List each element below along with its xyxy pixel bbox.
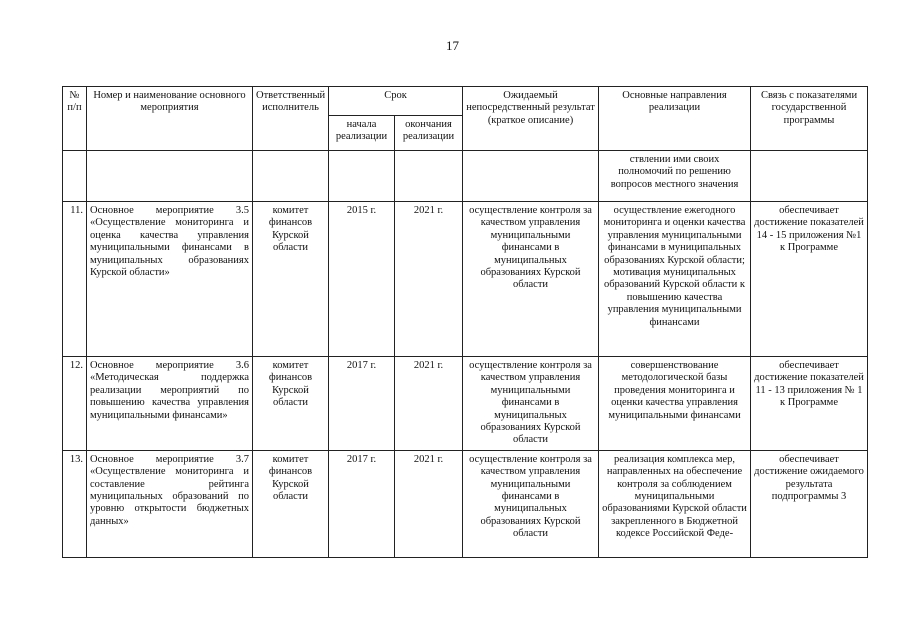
- header-term-start: начала реализации: [329, 116, 395, 151]
- table-row: [63, 202, 868, 357]
- cell-link: обеспечивает достижение показателей 14 - 15 приложения №1 к Программе: [751, 202, 868, 357]
- header-responsible: Ответственный исполнитель: [253, 87, 329, 151]
- cell-name: Основное мероприятие 3.5 «Осуществление мониторинга и оценка качества управления муниципальными финансами в муниципальных образованиях Курской области»: [87, 202, 253, 357]
- header-num: № п/п: [63, 87, 87, 151]
- header-result: Ожидаемый непосредственный результат (краткое описание): [463, 87, 599, 151]
- header-directions: Основные направления реализации: [599, 87, 751, 151]
- table-row: [63, 357, 868, 451]
- cell-directions: совершенствование методологической базы проведения мониторинга и оценки качества управления муниципальными финансами: [599, 357, 751, 451]
- header-name: Номер и наименование основного мероприятия: [87, 87, 253, 151]
- cell-num: 13.: [63, 450, 87, 557]
- table-row-continuation: [63, 151, 868, 202]
- cell-directions: реализация комплекса мер, направленных на обеспечение контроля за соблюдением муниципальными образованиями Курской области закрепленного в Бюджетной кодексе Российской Феде-: [599, 450, 751, 557]
- cell-result: осуществление контроля за качеством управления муниципальными финансами в муниципальных образованиях Курской области: [463, 202, 599, 357]
- activities-table: [62, 86, 868, 558]
- cell-directions: осуществление ежегодного мониторинга и оценки качества управления муниципальными финансами в муниципальных образованиях Курской области; мотивация муниципальных образований Курской области к повышению качества управления муниципальными финансами: [599, 202, 751, 357]
- cell-end: 2021 г.: [395, 357, 463, 451]
- cell-name: Основное мероприятие 3.6 «Методическая поддержка реализации мероприятий по повышению качества управления муниципальными финансами»: [87, 357, 253, 451]
- cell-end: 2021 г.: [395, 450, 463, 557]
- cell-empty: [253, 151, 329, 202]
- cell-responsible: комитет финансов Курской области: [253, 357, 329, 451]
- header-term: Срок: [329, 87, 463, 116]
- table-header-row: [63, 87, 868, 116]
- cell-result: осуществление контроля за качеством управления муниципальными финансами в муниципальных образованиях Курской области: [463, 450, 599, 557]
- cell-link: обеспечивает достижение показателей 11 - 13 приложения № 1 к Программе: [751, 357, 868, 451]
- cell-start: 2017 г.: [329, 450, 395, 557]
- header-term-end: окончания реализации: [395, 116, 463, 151]
- cell-start: 2017 г.: [329, 357, 395, 451]
- cell-empty: [751, 151, 868, 202]
- cell-num: 11.: [63, 202, 87, 357]
- cell-name: Основное мероприятие 3.7 «Осуществление мониторинга и составление рейтинга муниципальных образований по уровню открытости бюджетных данных»: [87, 450, 253, 557]
- cell-empty: [87, 151, 253, 202]
- cell-end: 2021 г.: [395, 202, 463, 357]
- cell-directions: ствлении ими своих полномочий по решению вопросов местного значения: [599, 151, 751, 202]
- cell-empty: [63, 151, 87, 202]
- cell-start: 2015 г.: [329, 202, 395, 357]
- cell-result: осуществление контроля за качеством управления муниципальными финансами в муниципальных образованиях Курской области: [463, 357, 599, 451]
- cell-empty: [395, 151, 463, 202]
- header-link: Связь с показателями государственной программы: [751, 87, 868, 151]
- table-row: [63, 450, 868, 557]
- cell-responsible: комитет финансов Курской области: [253, 450, 329, 557]
- cell-num: 12.: [63, 357, 87, 451]
- page-number: 17: [446, 38, 459, 53]
- cell-empty: [329, 151, 395, 202]
- cell-link: обеспечивает достижение ожидаемого результата подпрограммы 3: [751, 450, 868, 557]
- cell-responsible: комитет финансов Курской области: [253, 202, 329, 357]
- cell-empty: [463, 151, 599, 202]
